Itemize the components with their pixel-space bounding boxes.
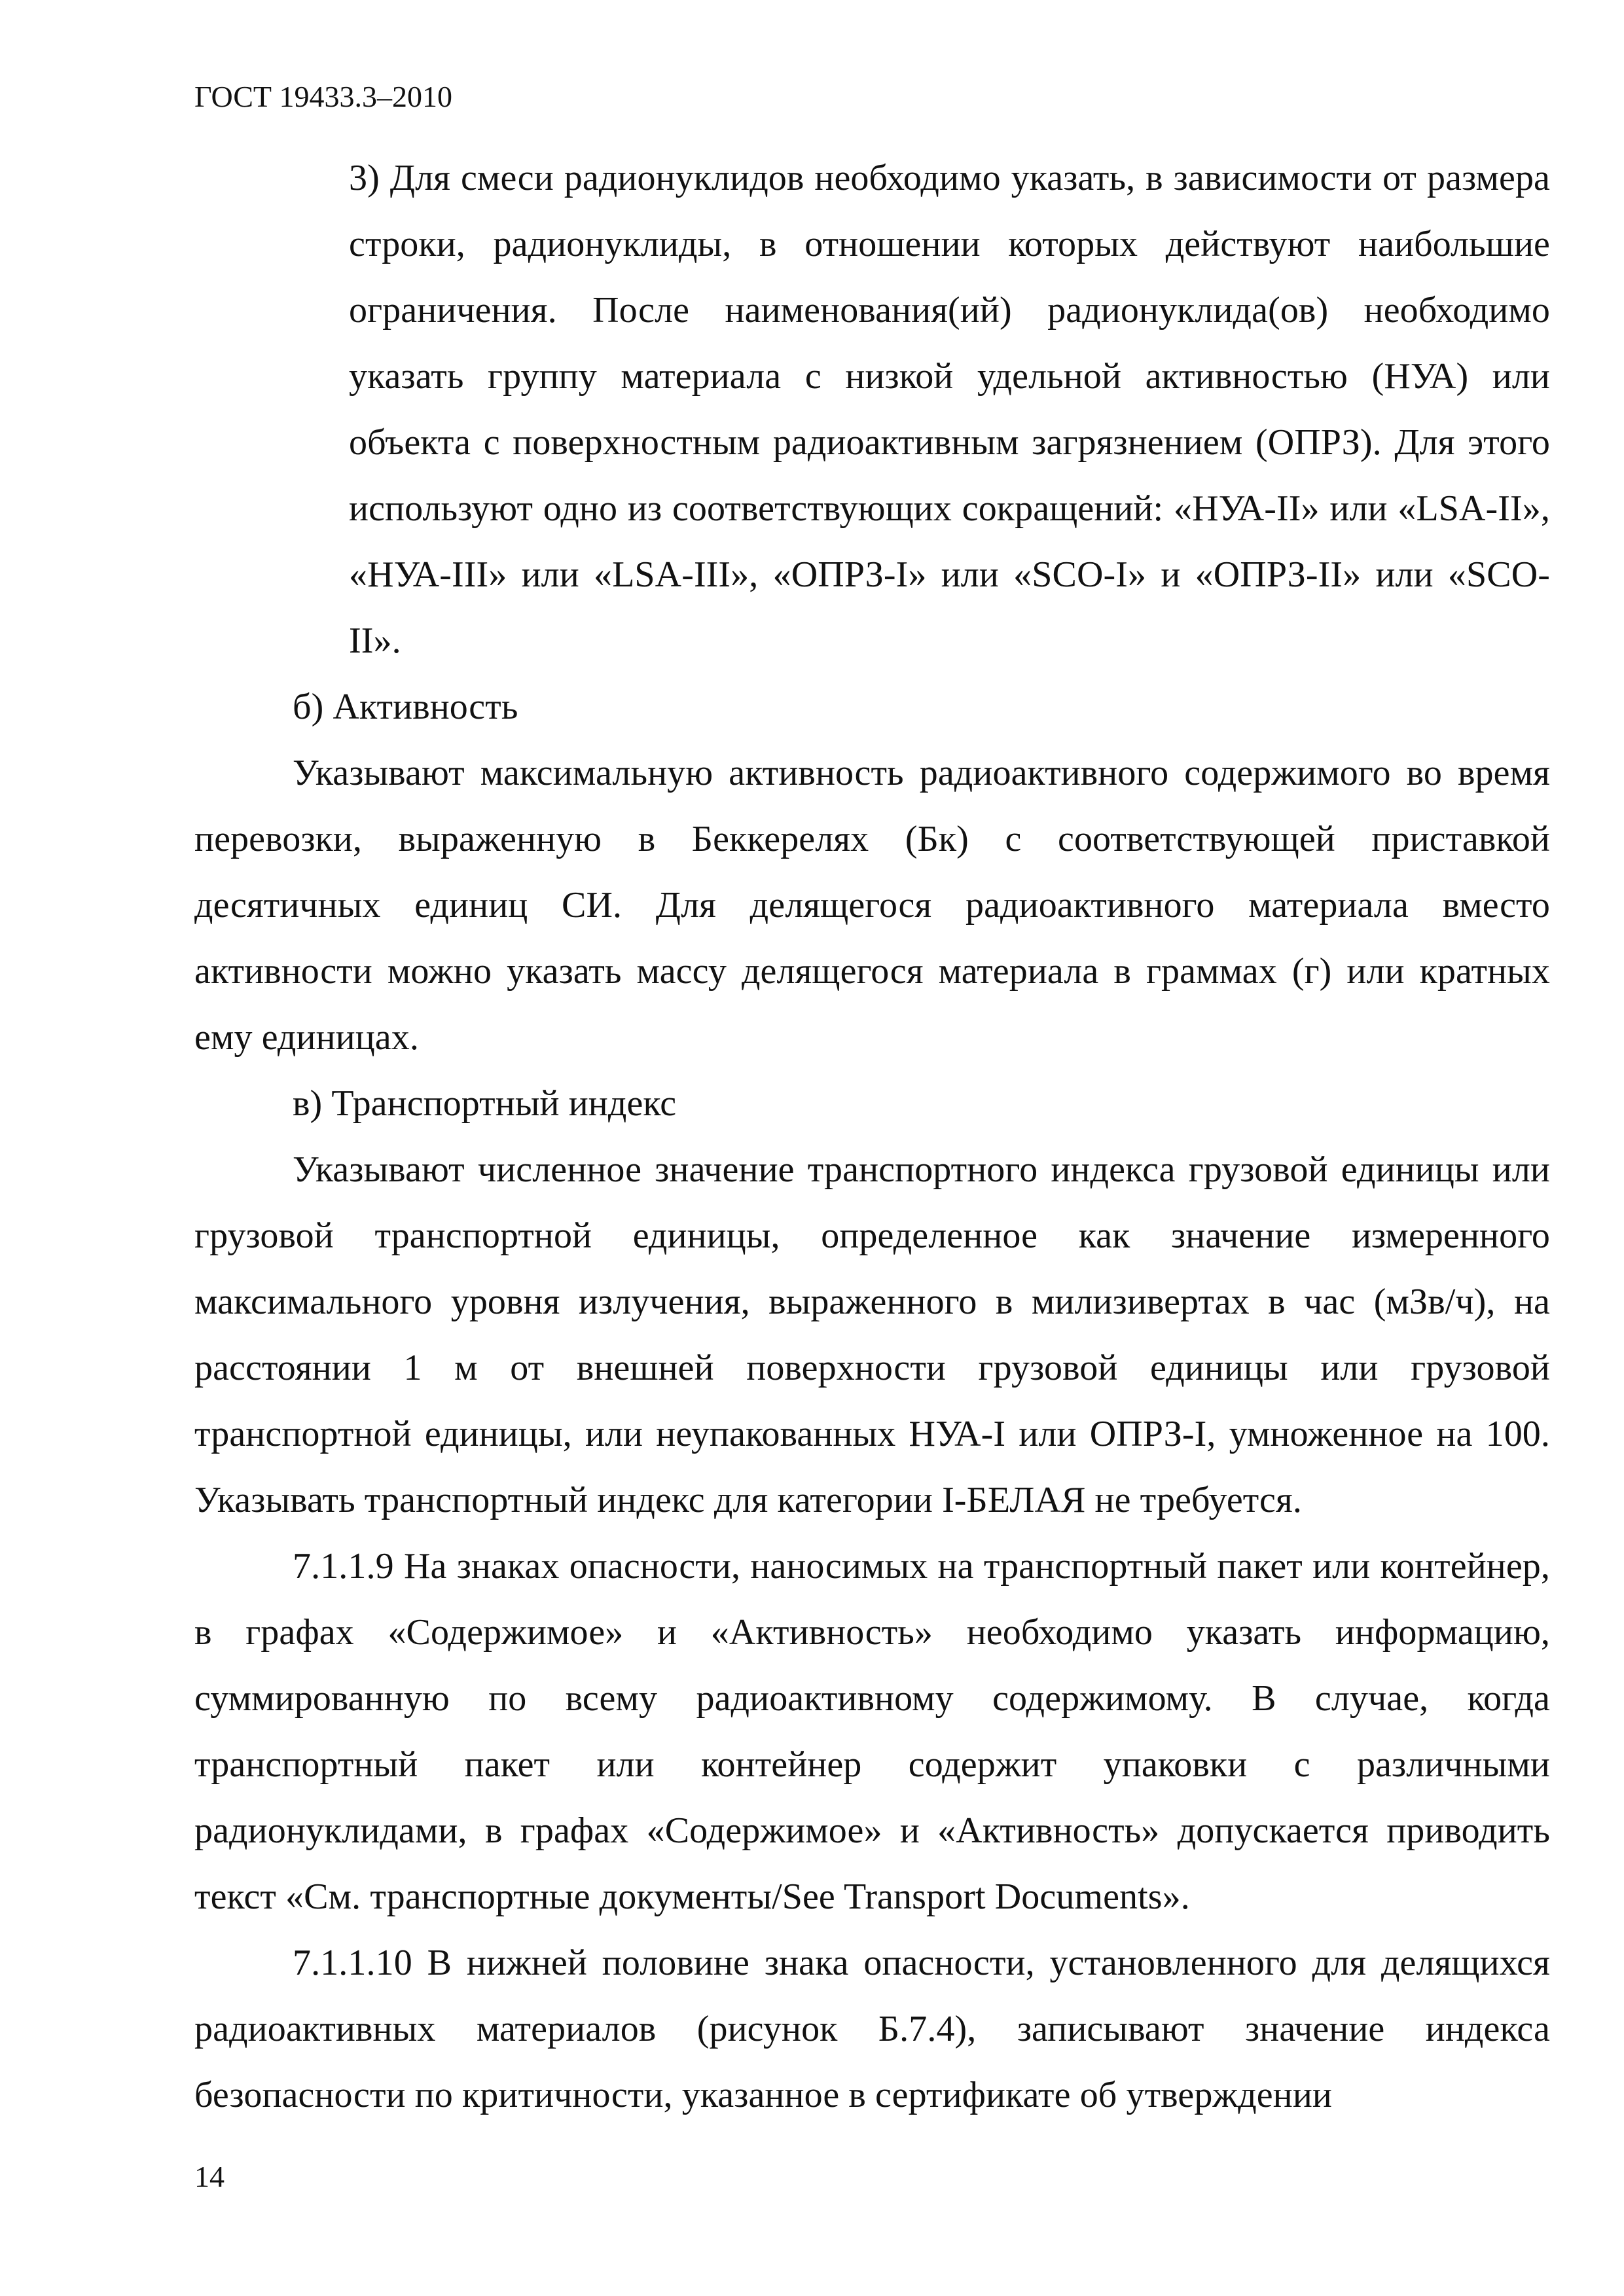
paragraph-7-1-1-10: 7.1.1.10 В нижней половине знака опасности, установленного для делящихся радиоактивных материалов (рисунок Б.7.4), записывают значение индекса безопасности по критичности, указанное в сертификате об утверждении [194, 1943, 1550, 2115]
paragraph-7-1-1-9: 7.1.1.9 На знаках опасности, наносимых на транспортный пакет или контейнер, в графах «Содержимое» и «Активность» необходимо указать информацию, суммированную по всему радиоактивному содержимому. В случае, когда транспортный пакет или контейнер содержит упаковки с различными радионуклидами, в графах «Содержимое» и «Активность» допускается приводить текст «См. транспортные документы/See Transport Documents». [194, 1546, 1550, 1917]
list-item-3: 3) Для смеси радионуклидов необходимо указать, в зависимости от размера строки, радионуклиды, в отношении которых действуют наибольшие ограничения. После наименования(ий) радионуклида(ов) необходимо указать группу материала с низкой удельной активностью (НУА) или объекта с поверхностным радиоактивным загрязнением (ОПРЗ). Для этого используют одно из соответствующих сокращений: «НУА-II» или «LSA-II», «НУА-III» или «LSA-III», «ОПРЗ-I» или «SCO-I» и «ОПРЗ-II» или «SCO-II». [349, 158, 1550, 661]
paragraph-transport-index: Указывают численное значение транспортного индекса грузовой единицы или грузовой транспортной единицы, определенное как значение измеренного максимального уровня излучения, выраженного в милизивертах в час (мЗв/ч), на расстоянии 1 м от внешней поверхности грузовой единицы или грузовой транспортной единицы, или неупакованных НУА-I или ОПРЗ-I, умноженное на 100. Указывать транспортный индекс для категории I-БЕЛАЯ не требуется. [194, 1149, 1550, 1520]
page-header-standard-id: ГОСТ 19433.3–2010 [194, 80, 453, 113]
section-heading-activity: б) Активность [293, 687, 518, 727]
section-heading-transport-index: в) Транспортный индекс [293, 1083, 677, 1124]
paragraph-activity: Указывают максимальную активность радиоактивного содержимого во время перевозки, выраженную в Беккерелях (Бк) с соответствующей приставкой десятичных единиц СИ. Для делящегося радиоактивного материала вместо активности можно указать массу делящегося материала в граммах (г) или кратных ему единицах. [194, 753, 1550, 1058]
page-body [194, 145, 1550, 2128]
page-number: 14 [194, 2160, 225, 2193]
